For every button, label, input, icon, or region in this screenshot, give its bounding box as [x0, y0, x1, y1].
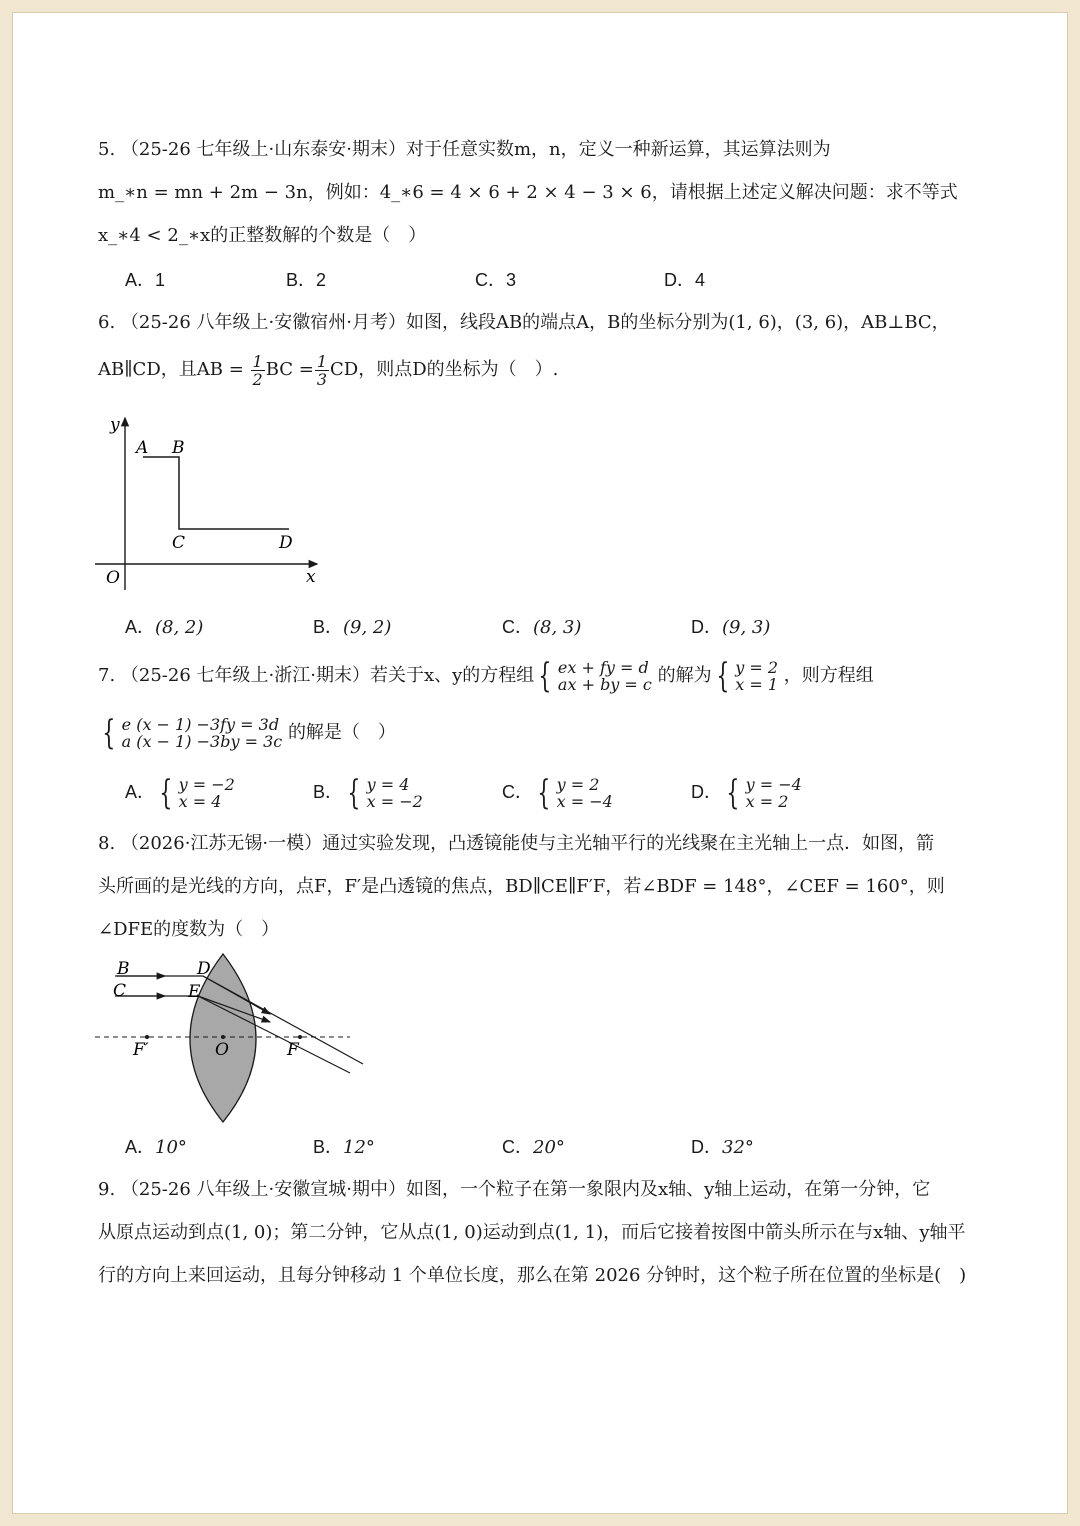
- q7-option-d[interactable]: [691, 772, 802, 813]
- q5-line-3: x_∗4 < 2_∗x的正整数解的个数是（ ）: [98, 225, 427, 246]
- option-label: B．: [286, 270, 317, 290]
- option-label: B．: [313, 1137, 344, 1157]
- q5-option-a[interactable]: [125, 268, 165, 293]
- q6-option-c[interactable]: [502, 615, 581, 640]
- q7-option-b[interactable]: [313, 772, 423, 813]
- option-label: C．: [502, 617, 533, 637]
- label-c: C: [113, 981, 127, 1001]
- option-system: { y = −4 x = 2: [726, 773, 802, 813]
- option-value: 20°: [533, 1137, 565, 1158]
- option-value: 12°: [343, 1137, 375, 1158]
- q6-option-b[interactable]: [313, 615, 391, 640]
- label-f: F: [287, 1040, 299, 1060]
- q6-line-2: [98, 350, 558, 390]
- q7-line-2-post: 的解是（ ）: [287, 722, 396, 743]
- option-value: 4: [695, 270, 706, 290]
- label-e: E: [188, 982, 201, 1002]
- point-a-label: A: [136, 438, 149, 458]
- equation-row: y = 2: [556, 775, 600, 794]
- equation-row: x = 4: [178, 792, 222, 811]
- q8-option-d[interactable]: [691, 1135, 754, 1160]
- q6-line-2-post: CD，则点D的坐标为（ ）.: [330, 359, 559, 380]
- q7-line-1-mid: 的解为: [657, 665, 712, 686]
- option-value: 10°: [155, 1137, 187, 1158]
- q8-lens-figure: [95, 950, 375, 1128]
- q7-option-a[interactable]: [125, 772, 235, 813]
- equation-row: x = −2: [366, 792, 423, 811]
- fraction-one-half: [251, 353, 265, 388]
- point-f-prime: [145, 1035, 149, 1039]
- option-value: 32°: [722, 1137, 754, 1158]
- option-label: D．: [691, 782, 722, 802]
- option-system: { y = 4 x = −2: [347, 773, 423, 813]
- option-system: { y = −2 x = 4: [159, 773, 235, 813]
- point-o: [221, 1035, 225, 1039]
- label-d: D: [197, 959, 211, 979]
- q5-line-1: 5. （25-26 七年级上·山东泰安·期末）对于任意实数m，n，定义一种新运算，其运算法则为: [98, 139, 831, 160]
- equation-row: ax + by = c: [557, 675, 652, 694]
- option-label: A．: [125, 1137, 156, 1157]
- equation-row: e (x − 1) −3fy = 3d: [121, 715, 280, 734]
- equation-row: y = −2: [178, 775, 235, 794]
- option-label: B．: [313, 617, 344, 637]
- equation-row: y = −4: [745, 775, 802, 794]
- fraction-one-third: [315, 353, 329, 388]
- equation-row: ex + fy = d: [557, 658, 649, 677]
- point-c-label: C: [172, 533, 186, 553]
- q7-line-1-pre: 7. （25-26 七年级上·浙江·期末）若关于x、y的方程组: [98, 665, 535, 686]
- q5-option-c[interactable]: [475, 268, 516, 293]
- option-label: D．: [691, 617, 722, 637]
- equation-system-3: { e (x − 1) −3fy = 3d a (x − 1) −3by = 3c: [102, 713, 283, 753]
- option-value: 3: [506, 270, 517, 290]
- q8-line-3: ∠DFE的度数为（ ）: [98, 919, 280, 940]
- q7-option-c[interactable]: [502, 772, 613, 813]
- q8-option-b[interactable]: [313, 1135, 375, 1160]
- q8-line-2: 头所画的是光线的方向，点F，F′是凸透镜的焦点，BD∥CE∥F′F，若∠BDF = 148°，∠CEF = 160°，则: [98, 876, 945, 897]
- label-o: O: [215, 1040, 229, 1060]
- point-d-label: D: [279, 533, 293, 553]
- equation-row: x = 2: [745, 792, 789, 811]
- fraction-denominator: 3: [316, 369, 328, 389]
- origin-label: O: [106, 568, 120, 588]
- q5-line-2: m_∗n = mn + 2m − 3n，例如：4_∗6 = 4 × 6 + 2 × 4 − 3 × 6，请根据上述定义解决问题：求不等式: [98, 182, 958, 203]
- q5-option-b[interactable]: [286, 268, 326, 293]
- option-label: C．: [475, 270, 506, 290]
- option-label: C．: [502, 782, 533, 802]
- y-axis-label: y: [110, 415, 120, 435]
- q7-line-2: [98, 713, 396, 753]
- label-f-prime: F′: [133, 1040, 149, 1060]
- segments-ab-bc-cd: [143, 457, 289, 529]
- fraction-numerator: 1: [252, 351, 263, 371]
- option-label: A．: [125, 270, 156, 290]
- option-value: (8, 3): [533, 617, 582, 638]
- option-label: B．: [313, 782, 344, 802]
- option-value: (9, 2): [343, 617, 392, 638]
- x-axis-label: x: [306, 567, 316, 587]
- q6-line-2-mid: BC =: [265, 359, 314, 380]
- equation-row: a (x − 1) −3by = 3c: [121, 732, 283, 751]
- q8-option-c[interactable]: [502, 1135, 565, 1160]
- equation-row: x = 1: [735, 675, 779, 694]
- option-value: (9, 3): [722, 617, 771, 638]
- option-label: A．: [125, 617, 156, 637]
- point-b-label: B: [172, 438, 185, 458]
- label-b: B: [117, 959, 130, 979]
- point-f: [298, 1035, 302, 1039]
- equation-system-1: { ex + fy = d ax + by = c: [538, 656, 652, 696]
- equation-system-2: { y = 2 x = 1: [715, 656, 779, 696]
- q6-option-a[interactable]: [125, 615, 203, 640]
- q5-option-d[interactable]: [664, 268, 705, 293]
- option-label: D．: [664, 270, 695, 290]
- equation-row: x = −4: [556, 792, 613, 811]
- option-value: (8, 2): [155, 617, 204, 638]
- fraction-numerator: 1: [316, 351, 328, 371]
- q7-line-1: [98, 656, 874, 696]
- option-value: 2: [316, 270, 327, 290]
- q6-line-1: 6. （25-26 八年级上·安徽宿州·月考）如图，线段AB的端点A，B的坐标分别为(1, 6)，(3, 6)，AB⊥BC，: [98, 312, 950, 333]
- q7-line-1-post: ，则方程组: [783, 665, 874, 686]
- option-label: C．: [502, 1137, 533, 1157]
- option-label: A．: [125, 782, 156, 802]
- equation-row: y = 4: [366, 775, 410, 794]
- q9-line-2: 从原点运动到点(1, 0)；第二分钟，它从点(1, 0)运动到点(1, 1)，而后它接着按图中箭头所示在与x轴、y轴平: [98, 1222, 966, 1243]
- q8-option-a[interactable]: [125, 1135, 187, 1160]
- q6-coordinate-figure: [95, 412, 335, 592]
- q6-option-d[interactable]: [691, 615, 770, 640]
- equation-row: y = 2: [735, 658, 779, 677]
- option-value: 1: [155, 270, 166, 290]
- option-label: D．: [691, 1137, 722, 1157]
- q6-line-2-pre: AB∥CD，且AB =: [98, 359, 250, 380]
- q8-line-1: 8. （2026·江苏无锡·一模）通过实验发现，凸透镜能使与主光轴平行的光线聚在主光轴上一点．如图，箭: [98, 833, 935, 854]
- fraction-denominator: 2: [252, 369, 263, 389]
- q9-line-3: 行的方向上来回运动，且每分钟移动 1 个单位长度，那么在第 2026 分钟时，这个粒子所在位置的坐标是( ): [98, 1265, 967, 1286]
- q9-line-1: 9. （25-26 八年级上·安徽宣城·期中）如图，一个粒子在第一象限内及x轴、y轴上运动，在第一分钟，它: [98, 1179, 931, 1200]
- option-system: { y = 2 x = −4: [537, 773, 613, 813]
